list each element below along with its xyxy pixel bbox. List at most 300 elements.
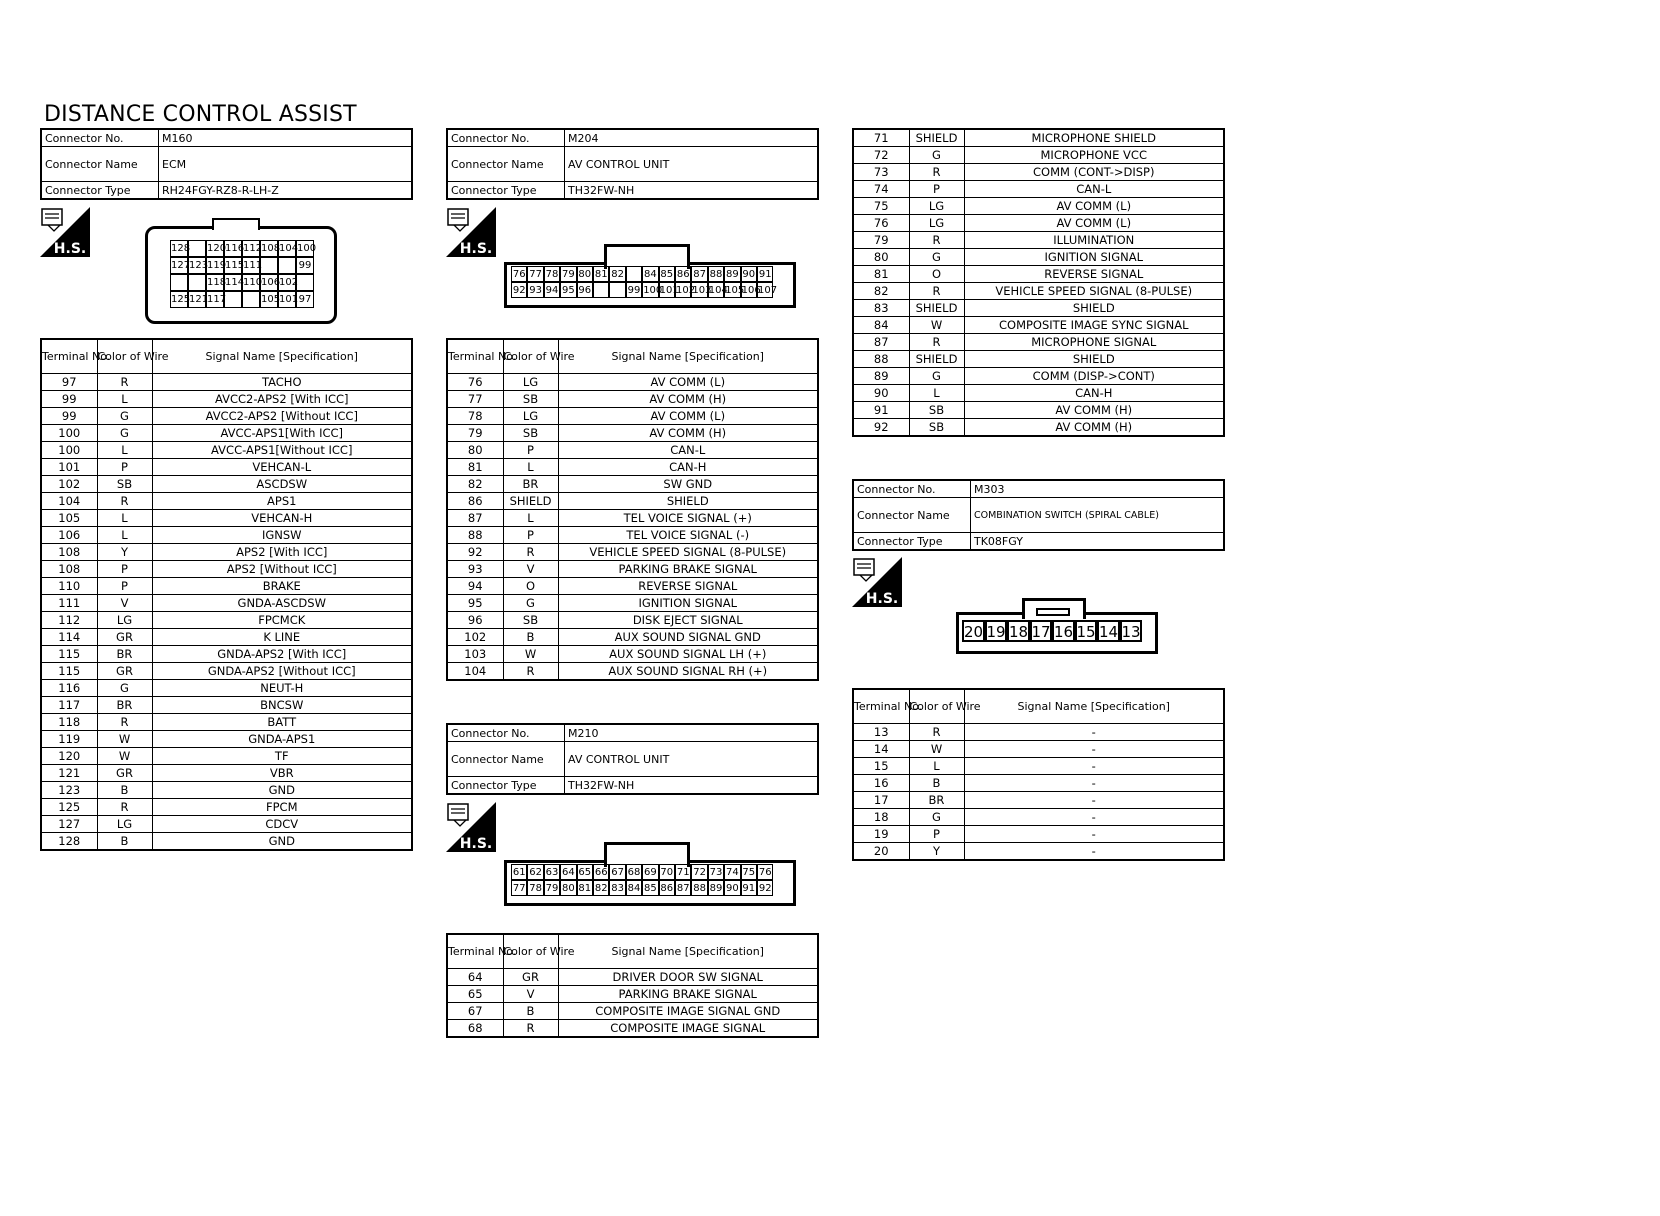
connector-pin: 116 — [224, 240, 242, 257]
table-row — [853, 809, 1224, 826]
signal-cell: REVERSE SIGNAL — [964, 266, 1224, 283]
connector-pin: 91 — [757, 266, 773, 282]
connector-pin: 68 — [626, 864, 642, 880]
connector-pin: 90 — [724, 880, 740, 896]
connector-no-value: M210 — [565, 724, 819, 742]
signal-header: Signal Name [Specification] — [152, 339, 412, 374]
connector-pin — [609, 282, 625, 298]
color-cell: O — [503, 578, 558, 595]
terminal-cell: 78 — [447, 408, 503, 425]
signal-cell: CAN-H — [964, 385, 1224, 402]
color-cell: BR — [909, 792, 964, 809]
terminal-cell: 19 — [853, 826, 909, 843]
table-row — [447, 646, 818, 663]
terminal-table-m303 — [852, 688, 1225, 861]
signal-cell: AVCC-APS1[Without ICC] — [152, 442, 412, 459]
connector-pin: 86 — [659, 880, 675, 896]
signal-cell: PARKING BRAKE SIGNAL — [558, 561, 818, 578]
hs-label: H.S. — [865, 591, 899, 607]
table-row — [41, 646, 412, 663]
table-row — [853, 826, 1224, 843]
signal-cell: AV COMM (H) — [558, 391, 818, 408]
connector-name-label: Connector Name — [853, 498, 971, 533]
table-row — [41, 595, 412, 612]
terminal-cell: 104 — [447, 663, 503, 681]
connector-pin: 75 — [741, 864, 757, 880]
color-cell: BR — [97, 646, 152, 663]
color-cell: R — [97, 493, 152, 510]
connector-pin: 81 — [593, 266, 609, 282]
connector-no-label: Connector No. — [41, 129, 159, 147]
color-cell: G — [503, 595, 558, 612]
color-cell: SB — [503, 612, 558, 629]
connector-type-value: RH24FGY-RZ8-R-LH-Z — [159, 182, 413, 200]
color-cell: LG — [97, 816, 152, 833]
signal-cell: COMM (DISP->CONT) — [964, 368, 1224, 385]
harness-side-icon — [852, 557, 902, 607]
color-cell: SB — [503, 425, 558, 442]
color-cell: P — [97, 459, 152, 476]
connector-pin — [260, 257, 278, 274]
color-cell: GR — [97, 629, 152, 646]
color-cell: P — [909, 181, 964, 198]
terminal-cell: 123 — [41, 782, 97, 799]
connector-pin: 73 — [708, 864, 724, 880]
terminal-cell: 97 — [41, 374, 97, 391]
table-row — [447, 578, 818, 595]
connector-info-m160 — [40, 128, 413, 200]
connector-pin: 99 — [626, 282, 642, 298]
table-row — [41, 799, 412, 816]
color-cell: L — [97, 442, 152, 459]
color-cell: BR — [97, 697, 152, 714]
connector-pin: 81 — [577, 880, 593, 896]
connector-pin: 14 — [1097, 620, 1120, 642]
terminal-cell: 95 — [447, 595, 503, 612]
color-header: Color of Wire — [503, 934, 558, 969]
color-cell: R — [909, 164, 964, 181]
terminal-cell: 14 — [853, 741, 909, 758]
signal-cell: TACHO — [152, 374, 412, 391]
table-row — [41, 765, 412, 782]
table-row — [447, 595, 818, 612]
connector-pin — [224, 291, 242, 308]
table-row — [853, 300, 1224, 317]
table-row — [853, 792, 1224, 809]
table-row — [853, 402, 1224, 419]
table-row — [853, 758, 1224, 775]
connector-pin: 120 — [206, 240, 224, 257]
signal-cell: - — [964, 724, 1224, 741]
terminal-cell: 90 — [853, 385, 909, 402]
connector-pin: 86 — [675, 266, 691, 282]
color-cell: G — [909, 368, 964, 385]
connector-pin: 19 — [985, 620, 1008, 642]
table-row — [853, 843, 1224, 861]
signal-cell: TEL VOICE SIGNAL (-) — [558, 527, 818, 544]
connector-pin: 79 — [560, 266, 576, 282]
terminal-cell: 67 — [447, 1003, 503, 1020]
connector-pin: 84 — [642, 266, 658, 282]
color-cell: LG — [503, 374, 558, 391]
table-row — [447, 629, 818, 646]
color-cell: L — [503, 510, 558, 527]
color-cell: L — [97, 527, 152, 544]
terminal-cell: 76 — [853, 215, 909, 232]
connector-pin: 82 — [609, 266, 625, 282]
connector-pin — [188, 240, 206, 257]
terminal-cell: 108 — [41, 561, 97, 578]
terminal-cell: 86 — [447, 493, 503, 510]
signal-cell: GNDA-APS1 — [152, 731, 412, 748]
connector-type-label: Connector Type — [41, 182, 159, 200]
signal-cell: VEHCAN-H — [152, 510, 412, 527]
connector-no-label: Connector No. — [853, 480, 971, 498]
connector-pin: 100 — [296, 240, 314, 257]
connector-pin: 88 — [708, 266, 724, 282]
table-row — [447, 493, 818, 510]
connector-pin: 13 — [1120, 620, 1143, 642]
table-row — [853, 351, 1224, 368]
color-cell: R — [909, 334, 964, 351]
color-cell: R — [97, 714, 152, 731]
terminal-cell: 74 — [853, 181, 909, 198]
signal-cell: FPCM — [152, 799, 412, 816]
color-cell: SB — [909, 402, 964, 419]
color-cell: V — [503, 561, 558, 578]
connector-no-label: Connector No. — [447, 724, 565, 742]
connector-pin: 93 — [527, 282, 543, 298]
table-row — [41, 527, 412, 544]
connector-pin: 78 — [544, 266, 560, 282]
color-cell: W — [97, 731, 152, 748]
signal-cell: AUX SOUND SIGNAL RH (+) — [558, 663, 818, 681]
connector-pin — [188, 274, 206, 291]
connector-pin: 78 — [527, 880, 543, 896]
color-cell: W — [503, 646, 558, 663]
signal-cell: GNDA-ASCDSW — [152, 595, 412, 612]
color-cell: LG — [503, 408, 558, 425]
color-cell: B — [97, 833, 152, 851]
signal-cell: GNDA-APS2 [Without ICC] — [152, 663, 412, 680]
connector-pin: 99 — [296, 257, 314, 274]
connector-pin: 117 — [206, 291, 224, 308]
connector-info-m303 — [852, 479, 1225, 551]
connector-name-value: ECM — [159, 147, 413, 182]
color-cell: R — [909, 283, 964, 300]
color-cell: R — [97, 799, 152, 816]
connector-pin: 74 — [724, 864, 740, 880]
signal-cell: AV COMM (L) — [558, 408, 818, 425]
table-row — [447, 442, 818, 459]
terminal-cell: 81 — [853, 266, 909, 283]
signal-cell: K LINE — [152, 629, 412, 646]
terminal-cell: 82 — [853, 283, 909, 300]
color-cell: R — [503, 544, 558, 561]
table-row — [853, 129, 1224, 147]
connector-pin: 83 — [609, 880, 625, 896]
signal-cell: GND — [152, 833, 412, 851]
connector-pin: 94 — [544, 282, 560, 298]
signal-cell: AV COMM (H) — [964, 419, 1224, 437]
signal-cell: AV COMM (L) — [558, 374, 818, 391]
connector-pin: 66 — [593, 864, 609, 880]
color-cell: GR — [97, 765, 152, 782]
table-row — [447, 561, 818, 578]
color-cell: G — [97, 425, 152, 442]
connector-name-label: Connector Name — [447, 147, 565, 182]
connector-name-value: AV CONTROL UNIT — [565, 742, 819, 777]
terminal-cell: 119 — [41, 731, 97, 748]
signal-cell: VEHICLE SPEED SIGNAL (8-PULSE) — [558, 544, 818, 561]
connector-pin: 107 — [757, 282, 773, 298]
terminal-header: Terminal No. — [447, 934, 503, 969]
color-cell: P — [909, 826, 964, 843]
color-cell: SHIELD — [909, 351, 964, 368]
connector-pin: 72 — [691, 864, 707, 880]
terminal-cell: 80 — [447, 442, 503, 459]
connector-pin: 127 — [170, 257, 188, 274]
table-row — [447, 374, 818, 391]
connector-pin: 85 — [659, 266, 675, 282]
connector-pin: 118 — [206, 274, 224, 291]
terminal-cell: 84 — [853, 317, 909, 334]
page-title: DISTANCE CONTROL ASSIST — [44, 102, 357, 127]
terminal-cell: 112 — [41, 612, 97, 629]
terminal-cell: 125 — [41, 799, 97, 816]
color-cell: P — [503, 442, 558, 459]
terminal-header: Terminal No. — [447, 339, 503, 374]
connector-pin — [170, 274, 188, 291]
table-row — [41, 748, 412, 765]
color-cell: W — [97, 748, 152, 765]
terminal-cell: 20 — [853, 843, 909, 861]
color-cell: L — [97, 510, 152, 527]
table-row — [41, 816, 412, 833]
harness-side-icon — [40, 207, 90, 257]
connector-pin — [278, 257, 296, 274]
connector-type-value: TK08FGY — [971, 533, 1225, 551]
terminal-cell: 83 — [853, 300, 909, 317]
color-cell: L — [909, 758, 964, 775]
signal-cell: - — [964, 758, 1224, 775]
table-row — [41, 680, 412, 697]
signal-cell: IGNSW — [152, 527, 412, 544]
terminal-cell: 89 — [853, 368, 909, 385]
table-row — [853, 317, 1224, 334]
signal-cell: SHIELD — [964, 300, 1224, 317]
terminal-cell: 114 — [41, 629, 97, 646]
color-cell: BR — [503, 476, 558, 493]
terminal-cell: 68 — [447, 1020, 503, 1038]
terminal-cell: 76 — [447, 374, 503, 391]
connector-pin: 97 — [296, 291, 314, 308]
connector-pin: 104 — [708, 282, 724, 298]
color-cell: SB — [503, 391, 558, 408]
connector-pin: 87 — [675, 880, 691, 896]
table-row — [447, 612, 818, 629]
color-cell: R — [97, 374, 152, 391]
color-cell: B — [503, 629, 558, 646]
table-row — [41, 697, 412, 714]
table-row — [447, 1003, 818, 1020]
connector-pin: 115 — [224, 257, 242, 274]
connector-pin: 110 — [242, 274, 260, 291]
table-row — [41, 442, 412, 459]
terminal-cell: 102 — [41, 476, 97, 493]
connector-name-value: COMBINATION SWITCH (SPIRAL CABLE) — [971, 498, 1225, 533]
signal-cell: AUX SOUND SIGNAL LH (+) — [558, 646, 818, 663]
signal-cell: SHIELD — [558, 493, 818, 510]
terminal-cell: 115 — [41, 646, 97, 663]
color-cell: LG — [97, 612, 152, 629]
table-row — [447, 459, 818, 476]
table-row — [853, 724, 1224, 741]
hs-label: H.S. — [53, 241, 87, 257]
signal-cell: AV COMM (H) — [558, 425, 818, 442]
table-row — [41, 544, 412, 561]
signal-cell: AVCC2-APS2 [Without ICC] — [152, 408, 412, 425]
terminal-cell: 87 — [447, 510, 503, 527]
connector-pin: 70 — [659, 864, 675, 880]
color-cell: Y — [97, 544, 152, 561]
signal-cell: DISK EJECT SIGNAL — [558, 612, 818, 629]
signal-cell: - — [964, 809, 1224, 826]
connector-pin: 16 — [1052, 620, 1075, 642]
terminal-cell: 15 — [853, 758, 909, 775]
color-cell: P — [503, 527, 558, 544]
connector-type-label: Connector Type — [447, 777, 565, 795]
table-row — [41, 612, 412, 629]
table-row — [853, 181, 1224, 198]
color-cell: GR — [503, 969, 558, 986]
signal-cell: IGNITION SIGNAL — [964, 249, 1224, 266]
terminal-cell: 64 — [447, 969, 503, 986]
signal-cell: AVCC2-APS2 [With ICC] — [152, 391, 412, 408]
table-row — [853, 385, 1224, 402]
signal-cell: CAN-H — [558, 459, 818, 476]
connector-pin: 123 — [188, 257, 206, 274]
terminal-cell: 96 — [447, 612, 503, 629]
connector-pin: 100 — [642, 282, 658, 298]
connector-type-label: Connector Type — [853, 533, 971, 551]
terminal-cell: 115 — [41, 663, 97, 680]
terminal-cell: 82 — [447, 476, 503, 493]
terminal-table-m210 — [446, 933, 819, 1038]
terminal-cell: 102 — [447, 629, 503, 646]
connector-pin: 119 — [206, 257, 224, 274]
connector-pin: 92 — [757, 880, 773, 896]
color-cell: R — [503, 1020, 558, 1038]
table-row — [853, 368, 1224, 385]
connector-name-value: AV CONTROL UNIT — [565, 147, 819, 182]
connector-no-value: M204 — [565, 129, 819, 147]
color-cell: GR — [97, 663, 152, 680]
connector-type-value: TH32FW-NH — [565, 777, 819, 795]
terminal-cell: 105 — [41, 510, 97, 527]
terminal-cell: 104 — [41, 493, 97, 510]
table-row — [853, 215, 1224, 232]
connector-pin: 96 — [577, 282, 593, 298]
color-cell: L — [503, 459, 558, 476]
connector-pin: 87 — [691, 266, 707, 282]
connector-no-value: M303 — [971, 480, 1225, 498]
table-row — [41, 578, 412, 595]
color-cell: LG — [909, 215, 964, 232]
table-row — [853, 198, 1224, 215]
signal-cell: REVERSE SIGNAL — [558, 578, 818, 595]
color-cell: LG — [909, 198, 964, 215]
signal-cell: CAN-L — [964, 181, 1224, 198]
terminal-cell: 94 — [447, 578, 503, 595]
color-cell: R — [503, 663, 558, 681]
terminal-cell: 121 — [41, 765, 97, 782]
color-cell: P — [97, 561, 152, 578]
table-row — [41, 731, 412, 748]
terminal-cell: 91 — [853, 402, 909, 419]
terminal-header: Terminal No. — [41, 339, 97, 374]
table-row — [853, 334, 1224, 351]
terminal-cell: 79 — [447, 425, 503, 442]
signal-cell: COMPOSITE IMAGE SYNC SIGNAL — [964, 317, 1224, 334]
table-row — [853, 266, 1224, 283]
connector-info-m204 — [446, 128, 819, 200]
color-cell: G — [909, 249, 964, 266]
terminal-cell: 87 — [853, 334, 909, 351]
signal-cell: APS1 — [152, 493, 412, 510]
color-cell: B — [97, 782, 152, 799]
signal-cell: - — [964, 741, 1224, 758]
connector-pin — [593, 282, 609, 298]
terminal-cell: 92 — [447, 544, 503, 561]
terminal-cell: 101 — [41, 459, 97, 476]
connector-pin: 76 — [511, 266, 527, 282]
terminal-cell: 100 — [41, 442, 97, 459]
terminal-cell: 73 — [853, 164, 909, 181]
table-row — [41, 374, 412, 391]
color-cell: V — [97, 595, 152, 612]
connector-pin: 101 — [659, 282, 675, 298]
connector-pin: 105 — [260, 291, 278, 308]
connector-pin: 106 — [260, 274, 278, 291]
signal-cell: PARKING BRAKE SIGNAL — [558, 986, 818, 1003]
connector-pin: 111 — [242, 257, 260, 274]
table-row — [853, 232, 1224, 249]
color-cell: SHIELD — [503, 493, 558, 510]
color-cell: G — [909, 809, 964, 826]
connector-pin: 69 — [642, 864, 658, 880]
terminal-cell: 117 — [41, 697, 97, 714]
connector-pin: 18 — [1007, 620, 1030, 642]
terminal-table-m160 — [40, 338, 413, 851]
connector-pin: 102 — [278, 274, 296, 291]
color-cell: SB — [97, 476, 152, 493]
table-row — [853, 741, 1224, 758]
table-row — [447, 510, 818, 527]
table-row — [41, 561, 412, 578]
table-row — [447, 1020, 818, 1038]
connector-pin: 88 — [691, 880, 707, 896]
terminal-table-m204 — [446, 338, 819, 681]
table-row — [853, 147, 1224, 164]
terminal-cell: 103 — [447, 646, 503, 663]
table-row — [447, 408, 818, 425]
table-row — [447, 969, 818, 986]
connector-pin: 71 — [675, 864, 691, 880]
signal-cell: DRIVER DOOR SW SIGNAL — [558, 969, 818, 986]
table-row — [447, 425, 818, 442]
signal-cell: TEL VOICE SIGNAL (+) — [558, 510, 818, 527]
